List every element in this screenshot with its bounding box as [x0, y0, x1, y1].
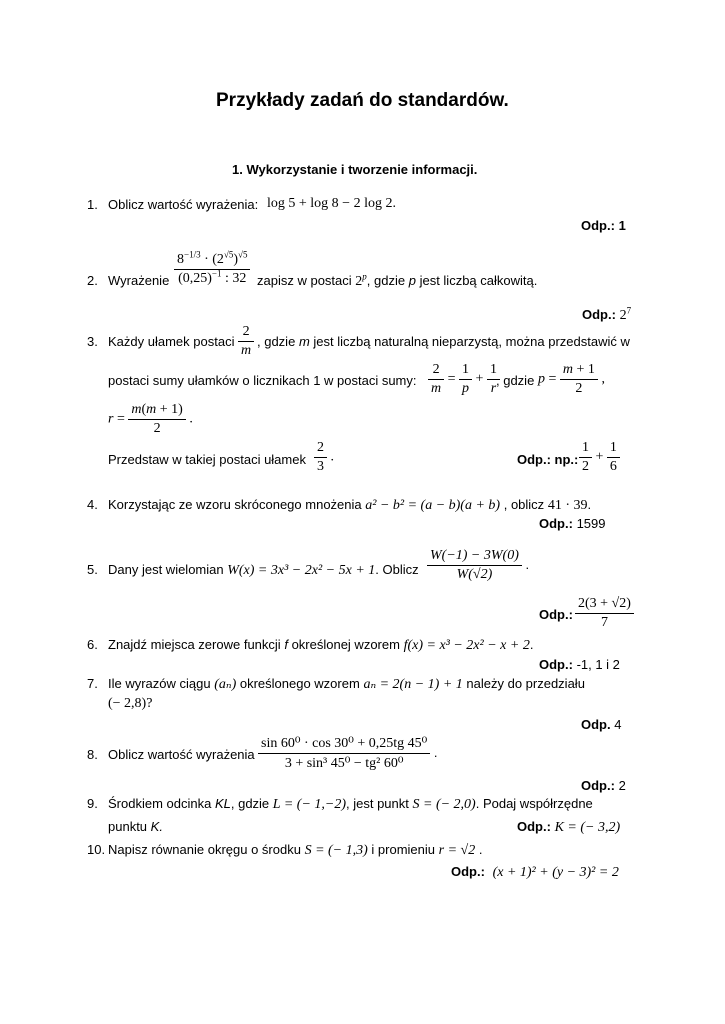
task-3-text-e: , gdzie — [496, 373, 535, 388]
answer-value: 1 — [618, 218, 626, 233]
task-expression: log 5 + log 8 − 2 log 2. — [267, 196, 396, 211]
task-10-radius: r = √2 — [438, 843, 476, 858]
task-6-formula: f(x) = x³ − 2x² − x + 2 — [403, 638, 530, 653]
task-3-sum-formula: $\frac{2}{m}$ = $\frac{1}{p}$ + $\frac{1}{r}$ — [428, 362, 500, 397]
task-2-text-c: , gdzie — [366, 273, 406, 288]
task-6-text-b: określonej wzorem — [291, 637, 400, 652]
task-5-polynomial: W(x) = 3x³ − 2x² − 5x + 1 — [227, 563, 376, 578]
task-5-fraction: $\frac{W(-1) - 3W(0)}{W(√2)}$ . — [427, 548, 529, 583]
answer-value: $2^7$ — [619, 305, 632, 323]
answer-5-value: $\frac{2(3 + √2)}{7}$ — [575, 596, 634, 631]
task-9-text-e: punktu — [108, 819, 148, 834]
task-2-fraction: $\frac{8^{-1/3} \cdot (2^{√5})^{√5}}{(0,25)^{-1} : 32}$ — [174, 252, 250, 287]
task-3-text-d: postaci sumy ułamków o licznikach 1 w postaci sumy: — [108, 373, 417, 388]
task-2-text-a: Wyrażenie — [108, 273, 170, 288]
task-3-fraction-2m: $\frac{2}{m}$ — [238, 324, 254, 359]
task-10-text-a: Napisz równanie okręgu o środku — [108, 842, 301, 857]
task-9-text-d: . Podaj współrzędne — [475, 796, 593, 811]
answer-value: (x + 1)² + (y − 3)² = 2 — [492, 865, 619, 880]
section-heading: 1. Wykorzystanie i tworzenie informacji. — [232, 162, 478, 177]
frac-num-base: 8 — [177, 252, 184, 267]
task-3-p-formula: p = $\frac{m + 1}{2}$ , — [538, 362, 605, 396]
task-3-fraction-2-3: $\frac{2}{3}$ . — [314, 440, 334, 475]
page-title: Przykłady zadań do standardów. — [216, 90, 509, 111]
answer-value: 2 — [618, 778, 626, 793]
task-number-2: 2. — [87, 273, 98, 288]
answer-value: 4 — [614, 717, 622, 732]
answer-6 — [539, 657, 620, 672]
task-2-power: 2$^p$ — [355, 271, 367, 289]
task-2-text-b: zapisz w postaci — [257, 273, 352, 288]
frac-den-tail: : 32 — [225, 271, 247, 286]
task-3-text-a: Każdy ułamek postaci — [108, 334, 235, 349]
answer-3-value: $\frac{1}{2}$ + $\frac{1}{6}$ — [579, 440, 620, 475]
answer-7 — [581, 717, 621, 732]
task-number-10: 10. — [87, 842, 106, 857]
task-number-9: 9. — [87, 796, 98, 811]
answer-3-label: Odp.: np.: — [517, 452, 579, 467]
task-6-f: f — [284, 637, 288, 652]
task-1 — [87, 196, 396, 212]
task-7-text-c: należy do przedziału — [466, 676, 585, 691]
answer-2 — [582, 307, 631, 324]
task-number: 1. — [87, 197, 98, 212]
task-7-text-a: Ile wyrazów ciągu — [108, 676, 211, 691]
answer-5-label: Odp.: — [539, 607, 573, 622]
task-number-5: 5. — [87, 562, 98, 577]
task-9-text-c: , jest punkt — [346, 796, 409, 811]
task-8-fraction: $\frac{\text{sin 60⁰ · cos 30⁰ + 0,25tg 45⁰}}{\text{3 + sin³ 45⁰ − tg² 60⁰}}$ . — [258, 735, 438, 772]
task-3-text-f: Przedstaw w takiej postaci ułamek — [108, 452, 306, 467]
task-7-text-b: określonego wzorem — [239, 676, 360, 691]
answer-8 — [581, 778, 626, 793]
task-number-7: 7. — [87, 676, 98, 691]
task-6-text-a: Znajdź miejsca zerowe funkcji — [108, 637, 281, 652]
answer-label: Odp.: — [451, 864, 485, 879]
task-3-text-b: , gdzie — [257, 334, 296, 349]
frac-num-mid: · (2 — [204, 252, 224, 267]
task-8-text-a: Oblicz wartość wyrażenia — [108, 747, 255, 762]
task-number-3: 3. — [87, 334, 98, 349]
answer-label: Odp.: — [581, 778, 615, 793]
task-9-text-b: , gdzie — [230, 796, 270, 811]
task-5-text-b: . Oblicz — [375, 562, 419, 577]
answer-label: Odp.: — [539, 657, 573, 672]
frac-den-base: (0,25) — [178, 271, 212, 286]
task-4-text-a: Korzystając ze wzoru skróconego mnożenia — [108, 497, 362, 512]
frac-num-root: √5 — [223, 249, 234, 260]
answer-value: 1599 — [576, 516, 606, 531]
answer-label: Odp. — [581, 717, 611, 732]
task-7-interval: (− 2,8)? — [108, 696, 153, 711]
task-5-text-a: Dany jest wielomian — [108, 562, 224, 577]
task-3-r-formula: r = $\frac{m(m + 1)}{2}$ . — [108, 402, 193, 436]
task-number-8: 8. — [87, 747, 98, 762]
answer-value: -1, 1 i 2 — [576, 657, 620, 672]
task-9-kl: KL — [214, 796, 231, 811]
task-2-p: p — [408, 273, 416, 288]
frac-num-exp: −1/3 — [184, 249, 201, 260]
task-7-formula: aₙ = 2(n − 1) + 1 — [363, 677, 463, 692]
task-number-4: 4. — [87, 497, 98, 512]
answer-10 — [451, 864, 619, 881]
task-7-sequence: (aₙ) — [214, 677, 237, 692]
answer-4 — [539, 516, 605, 531]
task-text: Oblicz wartość wyrażenia: — [108, 197, 259, 212]
answer-value: K = (− 3,2) — [554, 820, 621, 835]
task-3-m: m — [298, 334, 310, 349]
task-2-text-d: jest liczbą całkowitą. — [419, 273, 538, 288]
task-10-text-b: i promieniu — [371, 842, 435, 857]
task-4-expression: 41 · 39 — [547, 498, 588, 513]
answer-label: Odp.: — [581, 218, 615, 233]
frac-den-exp: −1 — [211, 268, 222, 279]
task-9-k: K. — [150, 819, 163, 834]
answer-label: Odp.: — [582, 307, 616, 322]
answer-1 — [581, 218, 626, 233]
task-4-text-b: , oblicz — [503, 497, 545, 512]
answer-label: Odp.: — [517, 819, 551, 834]
task-3-text-c: jest liczbą naturalną nieparzystą, można przedstawić w — [313, 334, 630, 349]
task-9-text-a: Środkiem odcinka — [108, 796, 212, 811]
task-number-6: 6. — [87, 637, 98, 652]
task-9-s-point: S = (− 2,0) — [412, 797, 476, 812]
answer-9 — [517, 819, 620, 836]
task-9-l-point: L = (− 1,−2) — [272, 797, 346, 812]
answer-label: Odp.: — [539, 516, 573, 531]
task-10-s-point: S = (− 1,3) — [304, 843, 368, 858]
task-4-formula: a² − b² = (a − b)(a + b) — [365, 498, 501, 513]
